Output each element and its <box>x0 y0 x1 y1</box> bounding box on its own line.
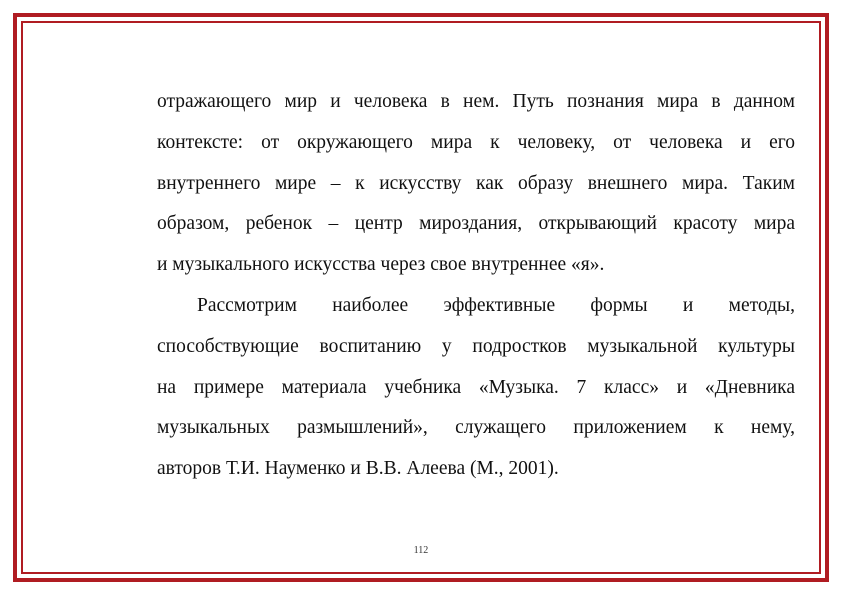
text-line: на примере материала учебника «Музыка. 7 класс» и «Дневника <box>157 376 795 398</box>
text-line: авторов Т.И. Науменко и В.В. Алеева (М., 2001). <box>157 458 559 480</box>
text-line: образом, ребенок – центр мироздания, открывающий красоту мира <box>157 213 795 235</box>
page-number: 112 <box>413 545 429 556</box>
text-line: музыкальных размышлений», служащего приложением к нему, <box>157 417 795 439</box>
text-line: контексте: от окружающего мира к человеку, от человека и его <box>157 131 795 153</box>
text-line: способствующие воспитанию у подростков музыкальной культуры <box>157 335 795 357</box>
text-line: отражающего мир и человека в нем. Путь познания мира в данном <box>157 91 795 112</box>
page-text-block <box>157 82 795 490</box>
text-line: внутреннего мире – к искусству как образу внешнего мира. Таким <box>157 172 795 194</box>
text-line-paragraph-start: Рассмотрим наиболее эффективные формы и методы, <box>197 294 795 316</box>
text-line: и музыкального искусства через свое внутреннее «я». <box>157 254 605 276</box>
